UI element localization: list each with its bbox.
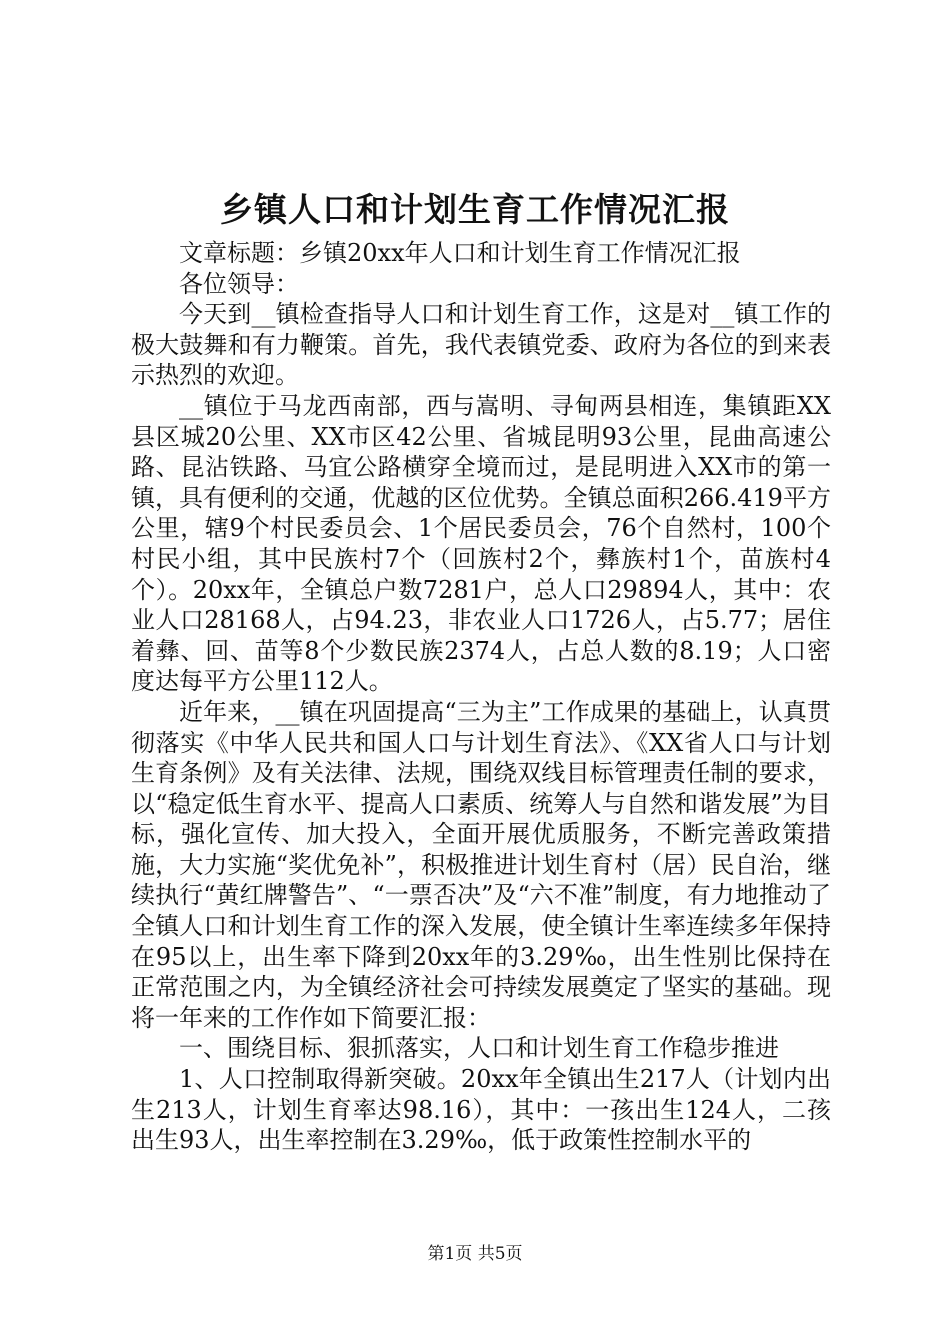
paragraph: __镇位于马龙西南部，西与嵩明、寻甸两县相连，集镇距XX县区城20公里、XX市区42公里、省城昆明93公里，昆曲高速公路、昆沾铁路、马宜公路横穿全境而过，是昆明进入XX市的第一镇，具有便利的交通，优越的区位优势。全镇总面积266.419平方公里，辖9个村民委员会、1个居民委员会，76个自然村，100个村民小组，其中民族村7个（回族村2个，彝族村1个，苗族村4个）。20xx年，全镇总户数7281户，总人口29894人，其中：农业人口28168人，占94.23，非农业人口1726人，占5.77；居住着彝、回、苗等8个少数民族2374人，占总人数的8.19；人口密度达每平方公里112人。 [131,391,831,696]
paragraph: 近年来，__镇在巩固提高“三为主”工作成果的基础上，认真贯彻落实《中华人民共和国人口与计划生育法》、《XX省人口与计划生育条例》及有关法律、法规，围绕双线目标管理责任制的要求，以“稳定低生育水平、提高人口素质、统筹人与自然和谐发展”为目标，强化宣传、加大投入，全面开展优质服务，不断完善政策措施，大力实施“奖优免补”，积极推进计划生育村（居）民自治，继续执行“黄红牌警告”、“一票否决”及“六不准”制度，有力地推动了全镇人口和计划生育工作的深入发展，使全镇计生率连续多年保持在95以上，出生率下降到20xx年的3.29‰，出生性别比保持在正常范围之内，为全镇经济社会可持续发展奠定了坚实的基础。现将一年来的工作作如下简要汇报： [131,697,831,1032]
document-body [131,238,831,1156]
document-title: 乡镇人口和计划生育工作情况汇报 [220,190,730,229]
article-title-line: 文章标题：乡镇20xx年人口和计划生育工作情况汇报 [179,239,741,267]
section-heading: 一、围绕目标、狠抓落实，人口和计划生育工作稳步推进 [179,1034,779,1063]
paragraph: 1、人口控制取得新突破。20xx年全镇出生217人（计划内出生213人，计划生育率达98.16），其中：一孩出生124人，二孩出生93人，出生率控制在3.29‰，低于政策性控制水平的 [131,1065,831,1155]
salutation: 各位领导： [179,269,299,298]
paragraph: 今天到__镇检查指导人口和计划生育工作，这是对__镇工作的极大鼓舞和有力鞭策。首先，我代表镇党委、政府为各位的到来表示热烈的欢迎。 [131,300,831,390]
page-footer: 第1页 共5页 [427,1244,523,1264]
